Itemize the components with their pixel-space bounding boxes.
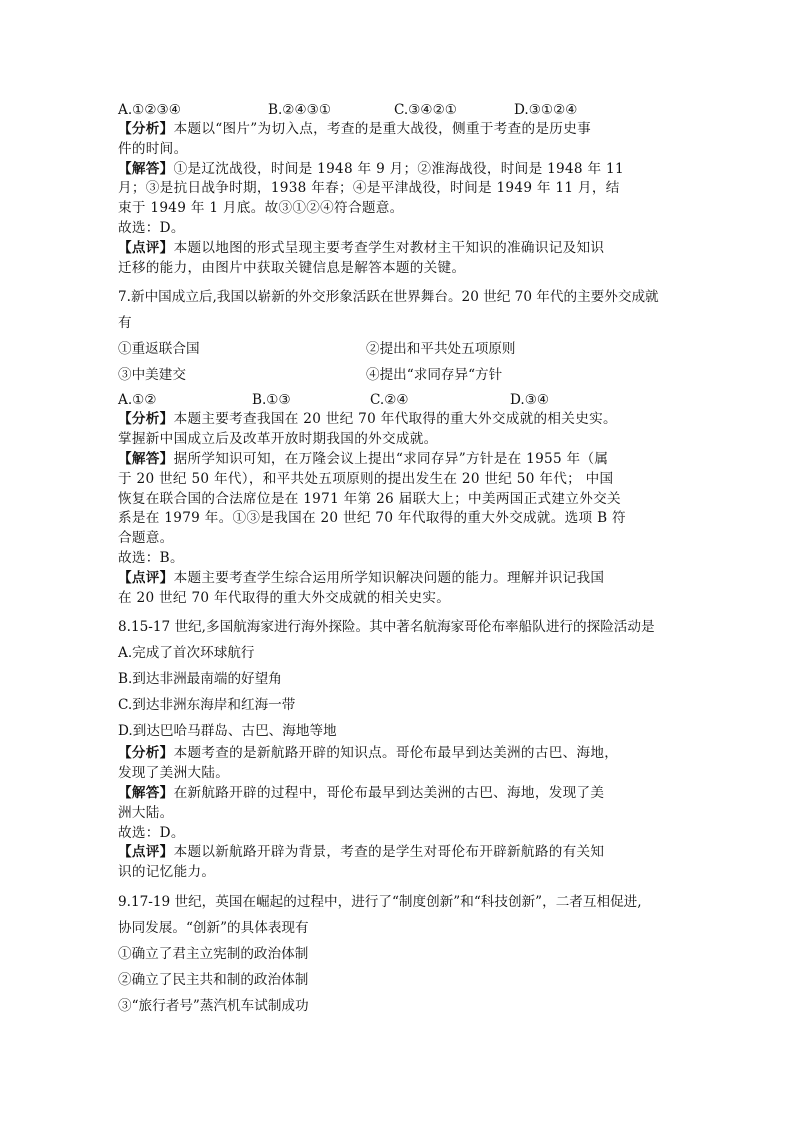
- q7-comment: [118, 569, 678, 589]
- q7-stem-cont: 有: [118, 315, 132, 332]
- comment-text: 本题主要考查学生综合运用所学知识解决问题的能力。理解并识记我国: [173, 569, 605, 586]
- analysis-tag: 【分析】: [118, 121, 174, 137]
- answer-text: 在新航路开辟的过程中，哥伦布最早到达美洲的古巴、海地，发现了美: [173, 784, 605, 801]
- q6-analysis: [118, 120, 678, 140]
- comment-text: 迁移的能力，由图片中获取关键信息是解答本题的关键。: [118, 259, 466, 276]
- comment-tag: 【点评】: [118, 239, 174, 256]
- q7-option-c: C.②④: [370, 392, 409, 409]
- analysis-text: 发现了美洲大陆。: [118, 765, 230, 782]
- analysis-text: 本题主要考查我国在 20 世纪 70 年代取得的重大外交成就的相关史实。: [173, 411, 617, 428]
- answer-text: 合题意。: [118, 530, 174, 547]
- answer-tag: 【解答】: [118, 450, 174, 467]
- q7-option-a: A.①②: [118, 392, 157, 409]
- answer-text: 系是在 1979 年。①③是我国在 20 世纪 70 年代取得的重大外交成就。选项 B 符: [118, 510, 626, 527]
- answer-text: 束于 1949 年 1 月底。故③①②④符合题意。: [118, 200, 404, 217]
- q8-option-c: C.到达非洲东海岸和红海一带: [118, 697, 296, 714]
- answer-text: ①是辽沈战役，时间是 1948 年 9 月；②淮海战役，时间是 1948 年 11: [173, 160, 624, 177]
- q9-item: ③“旅行者号”蒸汽机车试制成功: [118, 997, 309, 1014]
- q6-comment: [118, 239, 678, 259]
- q7-items-row: [118, 336, 678, 362]
- analysis-text: 掌握新中国成立后及改革开放时期我国的外交成就。: [118, 431, 438, 448]
- answer-text: 洲大陆。: [118, 804, 174, 821]
- q8-option-a: A.完成了首次环球航行: [118, 645, 255, 662]
- q9-stem: 9.17-19 世纪，英国在崛起的过程中，进行了“制度创新”和“科技创新”，二者互相促进,: [118, 893, 642, 910]
- q9-stem-cont: 协同发展。“创新”的具体表现有: [118, 919, 309, 936]
- analysis-tag: 【分析】: [118, 745, 174, 762]
- q6-option-b: B.②④③①: [268, 102, 332, 118]
- answer-text: 于 20 世纪 50 年代），和平共处五项原则的提出发生在 20 世纪 50 年代； 中国: [118, 470, 614, 487]
- answer-text: 据所学知识可知，在万隆会议上提出“求同存异”方针是在 1955 年（属: [173, 450, 609, 467]
- q7-options: [118, 390, 678, 410]
- q6-option-a: A.①②③④: [118, 102, 181, 118]
- q7-option-b: B.①③: [252, 392, 291, 409]
- answer-text: 月；③是抗日战争时期，1938 年春；④是平津战役，时间是 1949 年 11 月，结: [118, 180, 620, 197]
- answer-tag: 【解答】: [118, 784, 174, 801]
- q9-item: ①确立了君主立宪制的政治体制: [118, 945, 309, 962]
- q6-option-d: D.③①②④: [514, 102, 578, 118]
- q7-choice: 故选：B。: [118, 549, 184, 566]
- analysis-text: 件的时间。: [118, 140, 188, 157]
- answer-tag: 【解答】: [118, 160, 174, 177]
- q8-comment: [118, 843, 678, 863]
- q7-answer: [118, 450, 678, 470]
- comment-text: 在 20 世纪 70 年代取得的重大外交成就的相关史实。: [118, 589, 451, 606]
- analysis-tag: 【分析】: [118, 411, 174, 428]
- q7-option-d: D.③④: [510, 392, 550, 409]
- analysis-text: 本题以“图片”为切入点，考查的是重大战役，侧重于考查的是历史事: [173, 121, 591, 137]
- q7-item: ①重返联合国: [118, 341, 200, 358]
- q8-option-b: B.到达非洲最南端的好望角: [118, 671, 282, 688]
- q9-item: ②确立了民主共和制的政治体制: [118, 971, 309, 988]
- q7-item: ④提出“求同存异“方针: [366, 367, 503, 384]
- q7-stem: 7.新中国成立后,我国以崭新的外交形象活跃在世界舞台。20 世纪 70 年代的主要外交成就: [118, 289, 659, 306]
- q8-choice: 故选：D。: [118, 824, 185, 841]
- q7-item: ②提出和平共处五项原则: [366, 341, 516, 358]
- q6-answer: [118, 160, 678, 180]
- comment-text: 本题以地图的形式呈现主要考查学生对教材主干知识的准确识记及知识: [173, 239, 605, 256]
- comment-tag: 【点评】: [118, 844, 174, 861]
- q6-choice: 故选：D。: [118, 219, 185, 236]
- answer-text: 恢复在联合国的合法席位是在 1971 年第 26 届联大上；中美两国正式建立外交关: [118, 490, 621, 507]
- comment-text: 识的记忆能力。: [118, 864, 216, 881]
- analysis-text: 本题考查的是新航路开辟的知识点。哥伦布最早到达美洲的古巴、海地，: [173, 745, 619, 762]
- q7-items-row: [118, 362, 678, 388]
- q7-item: ③中美建交: [118, 367, 186, 384]
- q8-option-d: D.到达巴哈马群岛、古巴、海地等地: [118, 723, 337, 740]
- comment-tag: 【点评】: [118, 569, 174, 586]
- q8-analysis: [118, 744, 678, 764]
- q7-analysis: [118, 410, 678, 430]
- q6-options: [118, 100, 678, 120]
- exam-page: [118, 100, 678, 1019]
- q8-stem: 8.15-17 世纪,多国航海家进行海外探险。其中著名航海家哥伦布率船队进行的探险活动是: [118, 619, 655, 636]
- comment-text: 本题以新航路开辟为背景，考查的是学生对哥伦布开辟新航路的有关知: [173, 844, 605, 861]
- q6-option-c: C.③④②①: [394, 102, 457, 118]
- q8-answer: [118, 784, 678, 804]
